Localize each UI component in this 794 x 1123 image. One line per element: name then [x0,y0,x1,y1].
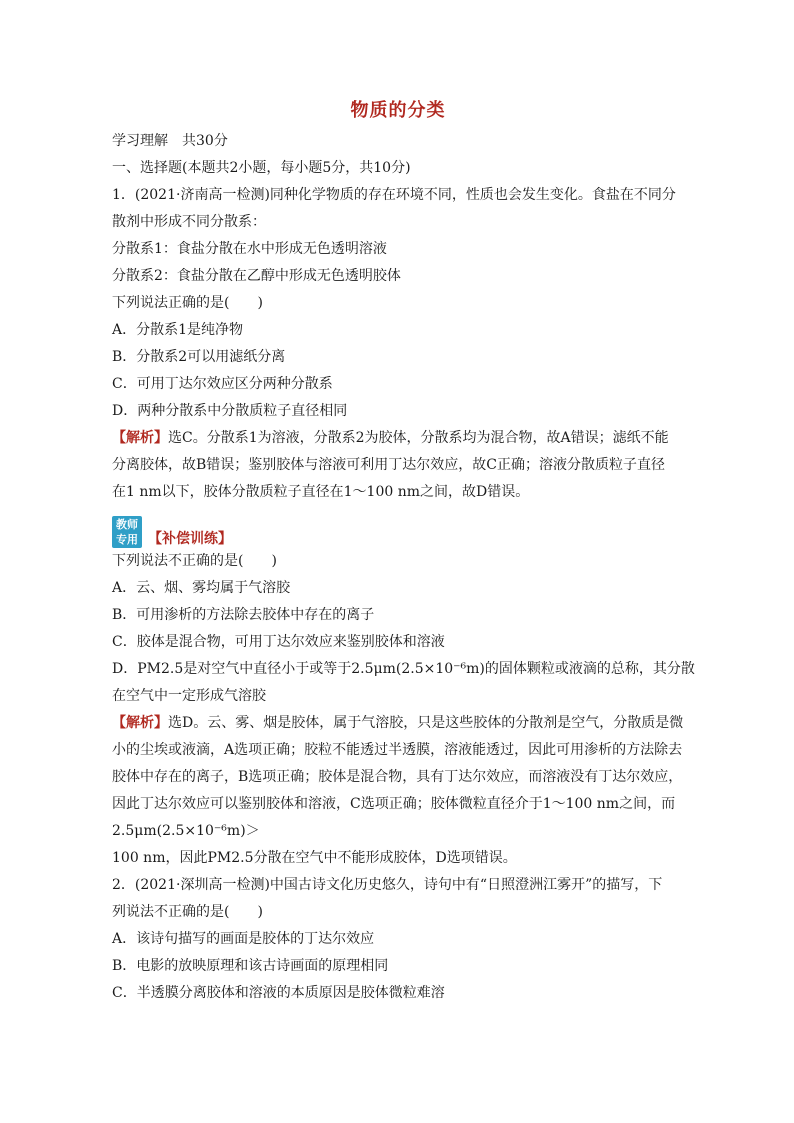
teacher-badge-row [112,508,684,548]
q2-option-c: C．半透膜分离胶体和溶液的本质原因是胶体微粒难溶 [112,985,445,1001]
q1-system1: 分散系1：食盐分散在水中形成无色透明溶液 [112,241,387,257]
q1-question: 下列说法正确的是( ) [112,295,263,311]
q1-option-b: B．分散系2可以用滤纸分离 [112,349,286,365]
supp-analysis-text: 选D。云、雾、烟是胶体，属于气溶胶，只是这些胶体的分散剂是空气，分散质是微 [168,715,684,731]
supp-analysis-line1 [112,710,684,737]
q1-option-d: D．两种分散系中分散质粒子直径相同 [112,403,348,419]
q1-analysis-text: 选C。分散系1为溶液，分散系2为胶体，分散系均为混合物，故A错误；滤纸不能 [168,430,669,446]
q1-analysis-line3: 在1 nm以下，胶体分散质粒子直径在1～100 nm之间，故D错误。 [112,484,530,500]
q2-stem-line1: 2．(2021·深圳高一检测)中国古诗文化历史悠久，诗句中有“日照澄洲江雾开”的描写，下 [112,877,663,893]
document-page [112,96,695,1007]
q1-system2: 分散系2：食盐分散在乙醇中形成无色透明胶体 [112,268,401,284]
supplementary-training-label: 【补偿训练】 [148,531,232,547]
supp-analysis-line5: 2.5μm(2.5×10⁻⁶m)＞ [112,823,260,839]
supp-option-d-line1: D．PM2.5是对空气中直径小于或等于2.5μm(2.5×10⁻⁶m)的固体颗粒或液滴的总称，其分散 [112,661,695,677]
q1-option-c: C．可用丁达尔效应区分两种分散系 [112,376,333,392]
q2-option-a: A．该诗句描写的画面是胶体的丁达尔效应 [112,931,375,947]
supp-analysis-line4: 因此丁达尔效应可以鉴别胶体和溶液，C选项正确；胶体微粒直径介于1～100 nm之间，而 [112,796,676,812]
supp-question: 下列说法不正确的是( ) [112,553,277,569]
section-header: 学习理解 共30分 [112,133,228,149]
supp-option-c: C．胶体是混合物，可用丁达尔效应来鉴别胶体和溶液 [112,634,445,650]
q1-stem-line1: 1．(2021·济南高一检测)同种化学物质的存在环境不同，性质也会发生变化。食盐在不同分 [112,187,676,203]
supp-analysis-line3: 胶体中存在的离子，B选项正确；胶体是混合物，具有丁达尔效应，而溶液没有丁达尔效应， [112,769,683,785]
supp-analysis-line6: 100 nm，因此PM2.5分散在空气中不能形成胶体，D选项错误。 [112,850,517,866]
q1-option-a: A．分散系1是纯净物 [112,322,244,338]
analysis-tag: 【解析】 [112,430,168,446]
supp-option-a: A．云、烟、雾均属于气溶胶 [112,580,291,596]
q2-option-b: B．电影的放映原理和该古诗画面的原理相同 [112,958,389,974]
part-header: 一、选择题(本题共2小题，每小题5分，共10分) [112,160,411,176]
supp-option-d-line2: 在空气中一定形成气溶胶 [112,688,266,704]
supp-option-b: B．可用渗析的方法除去胶体中存在的离子 [112,607,375,623]
q1-stem-line2: 散剂中形成不同分散系： [112,214,266,230]
page-title: 物质的分类 [350,100,446,121]
q1-analysis-line2: 分离胶体，故B错误；鉴别胶体与溶液可利用丁达尔效应，故C正确；溶液分散质粒子直径 [112,457,665,473]
badge-line1: 教师 [116,518,138,531]
q2-stem-line2: 列说法不正确的是( ) [112,904,263,920]
badge-line2: 专用 [116,533,138,546]
teacher-only-icon [112,516,142,548]
supp-analysis-line2: 小的尘埃或液滴，A选项正确；胶粒不能透过半透膜，溶液能透过，因此可用渗析的方法除去 [112,742,683,758]
analysis-tag: 【解析】 [112,715,168,731]
q1-analysis-line1 [112,425,684,452]
